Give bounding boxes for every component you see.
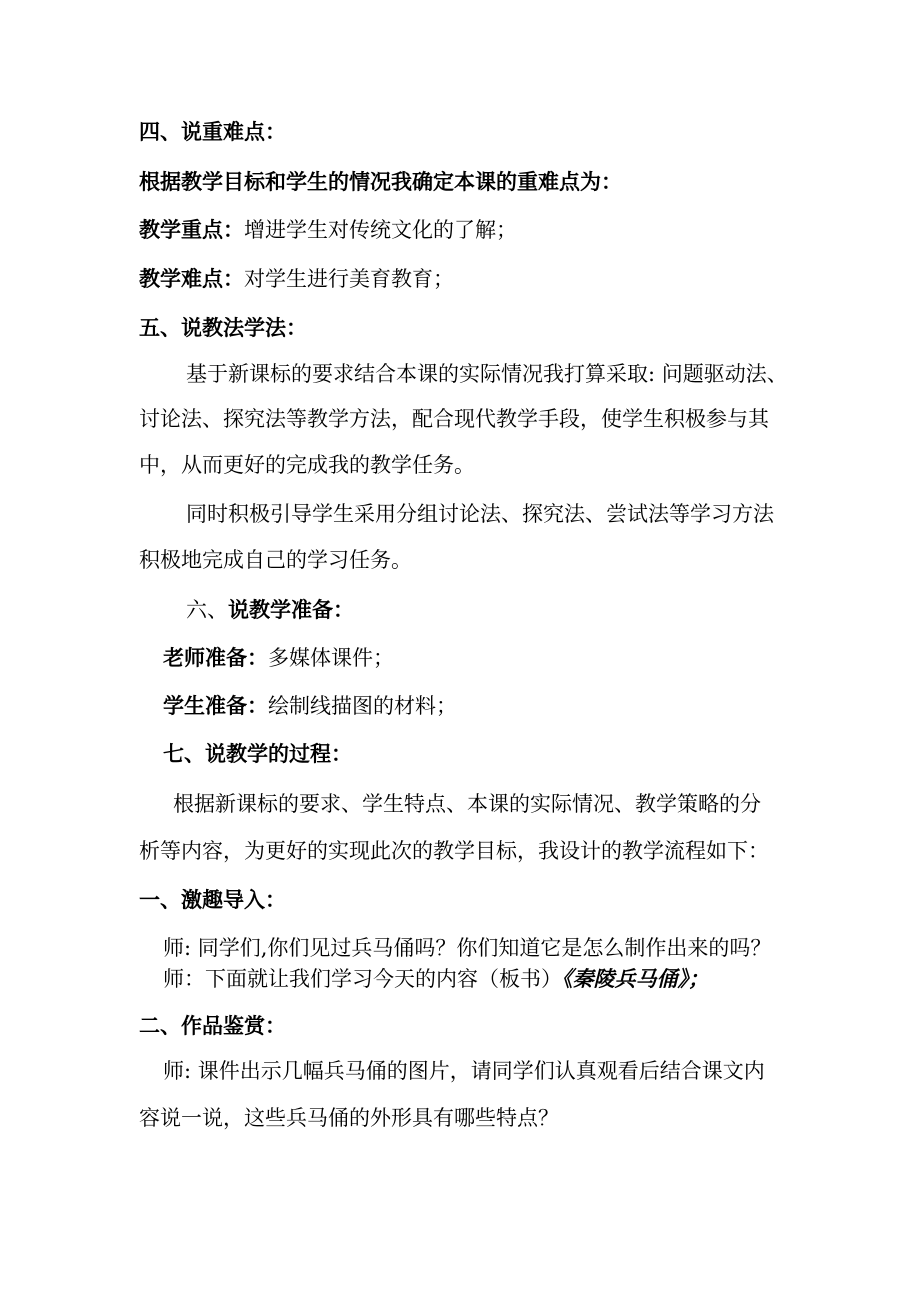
key-point-label: 教学重点： [139, 218, 244, 242]
student-prep-label: 学生准备： [163, 694, 268, 718]
key-point-text: 增进学生对传统文化的了解； [244, 218, 517, 242]
section-4-heading: 四、说重难点： [139, 120, 286, 144]
section-5-para1-line2: 讨论法、探究法等教学方法，配合现代教学手段，使学生积极参与其 [139, 407, 769, 431]
section-5-para2-line2: 积极地完成自己的学习任务。 [139, 548, 412, 572]
difficulty-label: 教学难点： [139, 267, 244, 291]
step-2-line1: 师: 课件出示几幅兵马俑的图片，请同学们认真观看后结合课文内 [163, 1059, 765, 1083]
step-1-line2 [163, 965, 709, 993]
section-5-para2-line1: 同时积极引导学生采用分组讨论法、探究法、尝试法等学习方法 [186, 502, 774, 526]
step-1-line1: 师: 同学们,你们见过兵马俑吗？你们知道它是怎么制作出来的吗？ [163, 936, 772, 960]
section-6-title: 说教学准备： [228, 598, 354, 622]
teacher-prep-text: 多媒体课件； [268, 646, 394, 670]
key-point-line [139, 216, 517, 244]
teacher-prep-line [163, 644, 394, 672]
step-1-heading: 一、激趣导入： [139, 888, 286, 912]
section-7-para-line2: 析等内容，为更好的实现此次的教学目标，我设计的教学流程如下： [139, 839, 769, 863]
step-2-line2: 容说一说，这些兵马俑的外形具有哪些特点？ [139, 1106, 559, 1130]
step-2-heading: 二、作品鉴赏： [139, 1014, 286, 1038]
section-5-heading: 五、说教法学法： [139, 316, 307, 340]
section-4-intro: 根据教学目标和学生的情况我确定本课的重难点为： [139, 170, 622, 194]
teacher-prep-label: 老师准备： [163, 646, 268, 670]
difficulty-line [139, 265, 454, 293]
section-5-para1-line3: 中，从而更好的完成我的教学任务。 [139, 453, 475, 477]
lesson-title: 《秦陵兵马俑》； [562, 967, 709, 991]
section-7-heading: 七、说教学的过程： [163, 742, 352, 766]
step-1-line2-text: 师：下面就让我们学习今天的内容（板书） [163, 967, 562, 991]
difficulty-text: 对学生进行美育教育； [244, 267, 454, 291]
section-5-para1-line1: 基于新课标的要求结合本课的实际情况我打算采取: 问题驱动法、 [186, 362, 788, 386]
section-7-para-line1: 根据新课标的要求、学生特点、本课的实际情况、教学策略的分 [173, 792, 761, 816]
section-6-number: 六、 [186, 598, 228, 622]
student-prep-line [163, 692, 457, 720]
student-prep-text: 绘制线描图的材料； [268, 694, 457, 718]
section-6-heading [186, 596, 354, 624]
